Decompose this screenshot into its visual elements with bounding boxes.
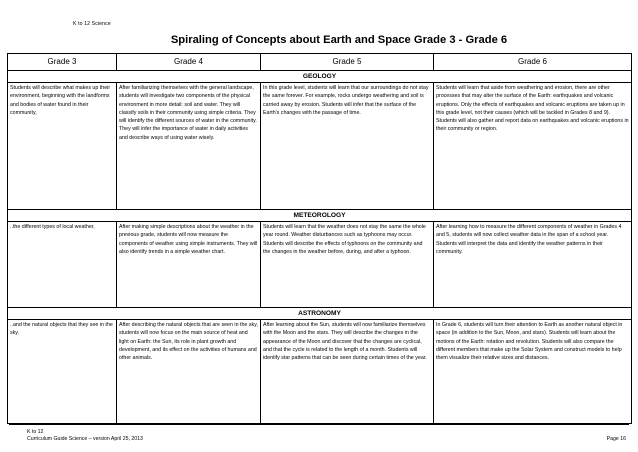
concepts-table: [7, 53, 632, 424]
table-cell: ..and the natural objects that they see in the sky.: [8, 320, 117, 424]
section-row-meteorology: [8, 210, 632, 222]
page-title: Spiraling of Concepts about Earth and Space Grade 3 - Grade 6: [170, 34, 508, 46]
column-header-grade-6: Grade 6: [434, 54, 632, 71]
footer-line-2: Curriculum Guide Science – version April 25, 2013: [27, 436, 143, 442]
section-title-meteorology: METEOROLOGY: [8, 210, 632, 222]
table-cell: In Grade 6, students will turn their attention to Earth as another natural object in space (in addition to the Sun, Moon, and stars). Students will learn about the motions of the Earth: rotation and revolution. Students will also compare the different members that make up the Solar System and construct models to help them visualize their relative sizes and distances.: [434, 320, 632, 424]
section-title-astronomy: ASTRONOMY: [8, 308, 632, 320]
table-cell: Students will learn that the weather does not stay the same the whole year round. Weather disturbances such as typhoons may occur. Students will describe the effects of typhoons on the community and the changes in the weather before, during, and after a typhoon.: [261, 222, 434, 308]
table-cell: After learning how to measure the different components of weather in Grades 4 and 5, students will now collect weather data in the span of a school year. Students will interpret the data and identify the weather patterns in their community.: [434, 222, 632, 308]
table-cell: After familiarizing themselves with the general landscape, students will investigate two components of the physical environment in more detail: soil and water. They will classify soils in their community using simple criteria. They will identify the different sources of water in the community. They will infer the importance of water in daily activities and describe ways of using water wisely.: [117, 83, 261, 210]
section-row-astronomy: [8, 308, 632, 320]
table-cell: ..the different types of local weather,: [8, 222, 117, 308]
table-cell: In this grade level, students will learn that our surroundings do not stay the same forever. For example, rocks undergo weathering and soil is carried away by erosion. Students will infer that the surface of the Earth's changes with the passage of time.: [261, 83, 434, 210]
table-row-meteorology: [8, 222, 632, 308]
section-title-geology: GEOLOGY: [8, 71, 632, 83]
table-cell: Students will learn that aside from weathering and erosion, there are other processes that may alter the surface of the Earth: earthquakes and volcanic eruptions. Only the effects of earthquakes and volcanic eruptions are taken up in this grade level, not their causes (which will be tackled in Grades 8 and 9). Students will also gather and report data on earthquakes and volcanic eruptions in their community or region.: [434, 83, 632, 210]
footer-divider: [9, 424, 629, 425]
column-header-grade-3: Grade 3: [8, 54, 117, 71]
header-label: K to 12 Science: [73, 21, 111, 27]
footer-text: [27, 429, 143, 443]
section-row-geology: [8, 71, 632, 83]
column-header-grade-4: Grade 4: [117, 54, 261, 71]
table-cell: After describing the natural objects that are seen in the sky, students will now focus on the main source of heat and light on Earth: the Sun, its role in plant growth and development, and its effect on the activities of humans and other animals.: [117, 320, 261, 424]
table-row-geology: [8, 83, 632, 210]
table-row-astronomy: [8, 320, 632, 424]
column-header-grade-5: Grade 5: [261, 54, 434, 71]
table-header-row: [8, 54, 632, 71]
table-cell: Students will describe what makes up their environment, beginning with the landforms and bodies of water found in their community,: [8, 83, 117, 210]
table-cell: After making simple descriptions about the weather in the previous grade, students will now measure the components of weather using simple instruments. They will also identify trends in a simple weather chart.: [117, 222, 261, 308]
table-cell: After learning about the Sun, students will now familiarize themselves with the Moon and the stars. They will describe the changes in the appearance of the Moon and discover that the changes are cyclical, and that the cycle is related to the length of a month. Students will identify star patterns that can be seen during certain times of the year.: [261, 320, 434, 424]
page-number: Page 16: [606, 436, 626, 442]
footer-line-1: K to 12: [27, 429, 44, 435]
